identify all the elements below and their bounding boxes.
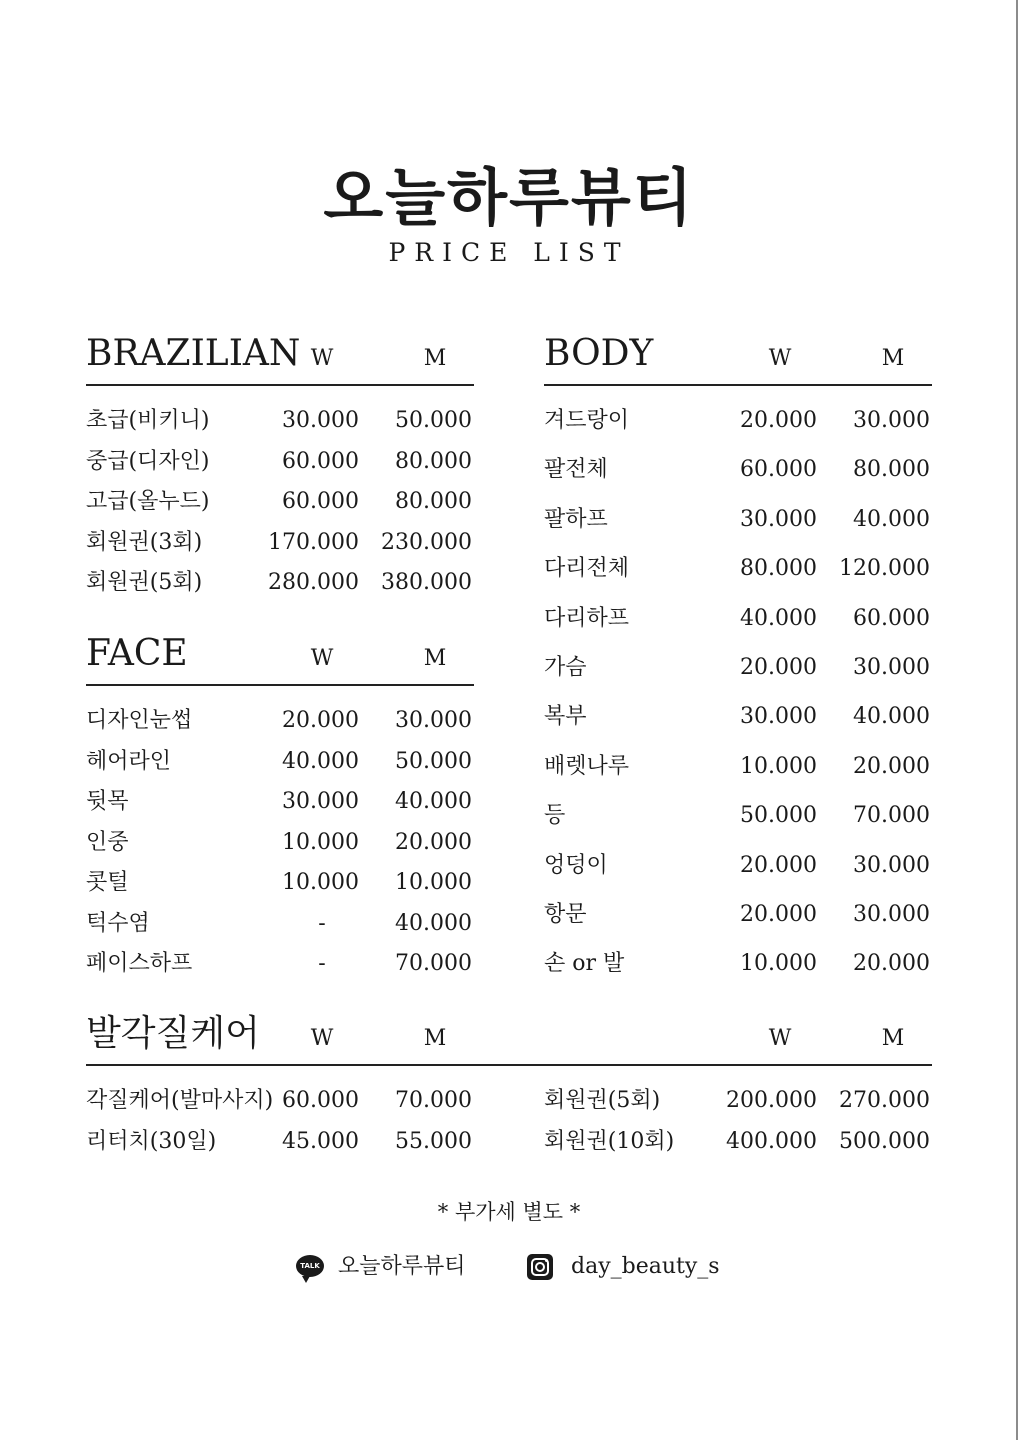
price-women: - — [318, 910, 326, 936]
price-women: 10.000 — [282, 829, 359, 855]
price-men: 20.000 — [853, 951, 930, 977]
price-row — [544, 453, 932, 502]
price-rows-right — [544, 1084, 932, 1165]
price-row — [86, 445, 474, 486]
service-name: 다리하프 — [544, 605, 630, 631]
price-men: 120.000 — [839, 556, 930, 582]
service-name: 헤어라인 — [86, 748, 172, 774]
service-name: 팔전체 — [544, 457, 608, 483]
price-women: 10.000 — [740, 753, 817, 779]
price-women: 280.000 — [268, 570, 359, 595]
service-name: 팔하프 — [544, 506, 608, 532]
service-name: 중급(디자인) — [86, 448, 210, 474]
service-name: 턱수염 — [86, 910, 150, 936]
price-women: 40.000 — [282, 748, 359, 774]
price-men: 70.000 — [853, 803, 930, 829]
section-title: 발각질케어 — [86, 1013, 260, 1054]
instagram-icon — [527, 1254, 553, 1280]
price-women: 20.000 — [740, 852, 817, 878]
price-row — [86, 704, 474, 745]
price-men: 70.000 — [395, 1088, 472, 1113]
price-men: 70.000 — [395, 951, 472, 976]
column-m-label: M — [423, 346, 447, 371]
section-header — [86, 1012, 932, 1066]
kakao-contact[interactable] — [296, 1250, 466, 1284]
price-men: 30.000 — [853, 408, 930, 433]
price-row — [544, 799, 932, 848]
column-m-label: M — [423, 646, 447, 671]
service-name: 인중 — [86, 829, 129, 855]
section-title: BODY — [544, 333, 654, 374]
price-women: 30.000 — [740, 704, 817, 730]
vat-note: * 부가세 별도 * — [437, 1200, 581, 1224]
price-men: 40.000 — [853, 704, 930, 730]
price-row — [86, 1125, 474, 1166]
price-women: 40.000 — [740, 605, 817, 631]
service-name: 디자인눈썹 — [86, 708, 193, 733]
service-name: 배렛나루 — [544, 753, 630, 779]
price-men: 40.000 — [395, 910, 472, 936]
instagram-handle: day_beauty_s — [571, 1254, 720, 1279]
price-women: 20.000 — [740, 901, 817, 927]
service-name: 콧털 — [86, 870, 129, 895]
column-w-label-right: W — [768, 1026, 792, 1051]
price-women: 170.000 — [268, 529, 359, 555]
price-women: 400.000 — [726, 1128, 817, 1154]
price-row — [86, 404, 474, 445]
price-row — [544, 1084, 932, 1125]
price-row — [544, 404, 932, 453]
service-name: 페이스하프 — [86, 951, 193, 976]
price-row — [544, 750, 932, 799]
price-men: 80.000 — [395, 489, 472, 514]
price-women: 30.000 — [282, 789, 359, 814]
service-name: 회원권(3회) — [86, 529, 203, 555]
service-name: 가슴 — [544, 654, 587, 680]
service-name: 손 or 발 — [544, 951, 625, 977]
price-women: 60.000 — [740, 457, 817, 483]
price-men: 30.000 — [853, 901, 930, 927]
instagram-contact[interactable] — [527, 1250, 720, 1284]
price-row — [86, 907, 474, 948]
brazilian-section — [86, 332, 474, 607]
price-men: 10.000 — [395, 870, 472, 895]
price-men: 30.000 — [853, 654, 930, 680]
price-row — [544, 898, 932, 947]
price-men: 60.000 — [853, 605, 930, 631]
column-w-label: W — [310, 346, 334, 371]
service-name: 겨드랑이 — [544, 408, 630, 433]
service-name: 뒷목 — [86, 789, 129, 814]
price-men: 380.000 — [381, 570, 472, 595]
price-row — [544, 700, 932, 749]
price-women: - — [318, 951, 326, 976]
price-men: 270.000 — [839, 1088, 930, 1113]
price-women: 30.000 — [740, 506, 817, 532]
price-men: 20.000 — [853, 753, 930, 779]
price-women: 45.000 — [282, 1128, 359, 1154]
column-m-label-right: M — [881, 1026, 905, 1051]
price-women: 60.000 — [282, 489, 359, 514]
section-header — [86, 332, 474, 386]
price-rows — [86, 704, 474, 988]
price-men: 230.000 — [381, 529, 472, 555]
service-name: 회원권(10회) — [544, 1128, 675, 1154]
price-rows — [544, 404, 932, 997]
price-row — [86, 785, 474, 826]
price-men: 40.000 — [395, 789, 472, 814]
service-name: 복부 — [544, 704, 587, 730]
price-row — [86, 485, 474, 526]
price-men: 80.000 — [853, 457, 930, 483]
price-men: 55.000 — [395, 1128, 472, 1154]
price-row — [544, 503, 932, 552]
service-name: 엉덩이 — [544, 852, 608, 878]
price-men: 50.000 — [395, 748, 472, 774]
price-men: 20.000 — [395, 829, 472, 855]
price-row — [86, 947, 474, 988]
price-row — [544, 602, 932, 651]
kakao-name: 오늘하루뷰티 — [338, 1254, 466, 1279]
price-men: 80.000 — [395, 448, 472, 474]
price-women: 10.000 — [740, 951, 817, 977]
service-name: 회원권(5회) — [86, 570, 203, 595]
body-section — [544, 332, 932, 997]
price-women: 20.000 — [282, 708, 359, 733]
service-name: 리터치(30일) — [86, 1128, 217, 1154]
kakaotalk-badge: TALK — [296, 1255, 324, 1277]
price-row — [544, 552, 932, 601]
price-row — [86, 745, 474, 786]
price-women: 20.000 — [740, 654, 817, 680]
price-men: 30.000 — [395, 708, 472, 733]
price-row — [86, 566, 474, 607]
service-name: 각질케어(발마사지) — [86, 1088, 274, 1113]
price-row — [544, 651, 932, 700]
price-men: 50.000 — [395, 408, 472, 433]
column-m-label: M — [881, 346, 905, 371]
price-women: 60.000 — [282, 1088, 359, 1113]
price-row — [86, 866, 474, 907]
price-rows — [86, 404, 474, 607]
service-name: 항문 — [544, 901, 587, 927]
price-women: 80.000 — [740, 556, 817, 582]
page-title: 오늘하루뷰티 — [323, 161, 695, 234]
price-women: 30.000 — [282, 408, 359, 433]
price-women: 60.000 — [282, 448, 359, 474]
price-women: 50.000 — [740, 803, 817, 829]
price-row — [544, 947, 932, 996]
price-rows-left — [86, 1084, 474, 1165]
service-name: 등 — [544, 803, 566, 829]
price-women: 10.000 — [282, 870, 359, 895]
price-row — [544, 849, 932, 898]
service-name: 초급(비키니) — [86, 408, 210, 433]
price-row — [86, 526, 474, 567]
price-men: 500.000 — [839, 1128, 930, 1154]
price-row — [86, 1084, 474, 1125]
service-name: 다리전체 — [544, 556, 630, 582]
column-w-label: W — [310, 646, 334, 671]
price-row — [86, 826, 474, 867]
foot-care-section — [86, 1012, 932, 1174]
price-men: 40.000 — [853, 506, 930, 532]
service-name: 고급(올누드) — [86, 489, 210, 514]
price-men: 30.000 — [853, 852, 930, 878]
section-header — [544, 332, 932, 386]
section-title: FACE — [86, 633, 188, 674]
column-w-label: W — [768, 346, 792, 371]
section-title: BRAZILIAN — [86, 333, 301, 374]
column-w-label: W — [310, 1026, 334, 1051]
price-women: 200.000 — [726, 1088, 817, 1113]
page-subtitle: PRICE LIST — [388, 238, 630, 267]
face-section — [86, 632, 474, 988]
price-women: 20.000 — [740, 408, 817, 433]
section-header — [86, 632, 474, 686]
kakaotalk-icon — [296, 1255, 324, 1279]
price-row — [544, 1125, 932, 1166]
service-name: 회원권(5회) — [544, 1088, 661, 1113]
column-m-label: M — [423, 1026, 447, 1051]
